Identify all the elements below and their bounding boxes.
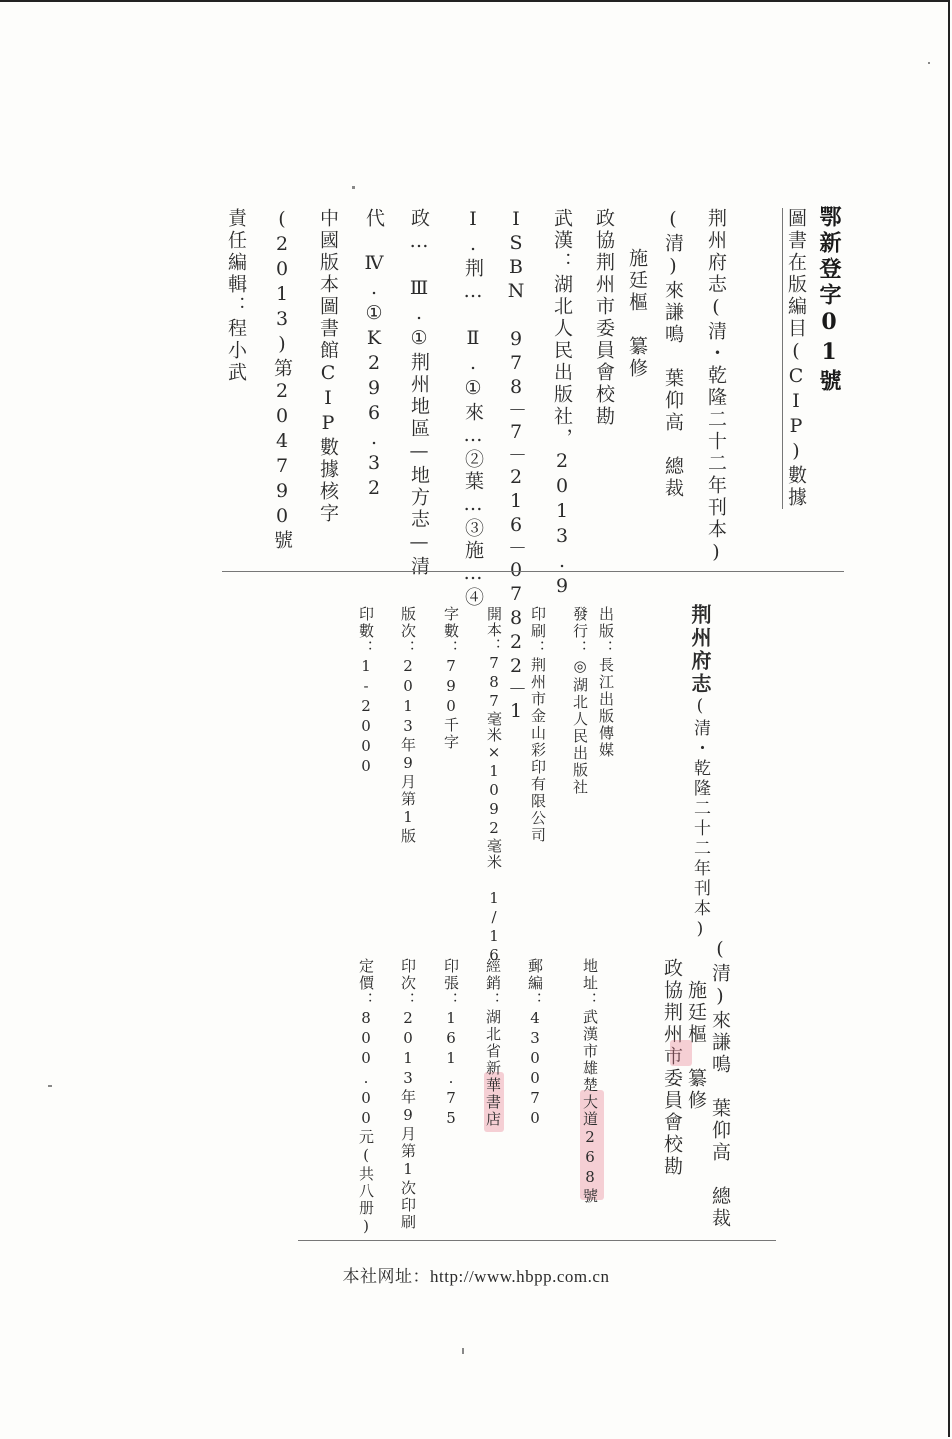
cip-line-number: (2013)第204790號 xyxy=(271,208,293,552)
entry-value: 湖北省新華書店 xyxy=(484,1009,502,1128)
entry-colon: ： xyxy=(357,992,375,1009)
colophon-entry-format xyxy=(486,606,501,965)
entry-value: 1-2000 xyxy=(357,657,375,777)
registration-number: 鄂新登字01號 xyxy=(816,205,842,395)
entry-colon: ： xyxy=(526,992,544,1009)
colophon-entry-edition xyxy=(400,606,415,845)
colophon-entry-price xyxy=(358,958,373,1237)
entry-value: 800.00元(共八册) xyxy=(357,1009,375,1237)
entry-colon: ： xyxy=(597,640,615,657)
divider-bottom xyxy=(298,1240,776,1241)
cip-heading: 圖書在版編目(CIP)數據 xyxy=(782,208,805,509)
cip-line-editor: 責任編輯：程小武 xyxy=(225,208,247,384)
entry-colon: ： xyxy=(357,640,375,657)
cip-line-compiler: 施廷樞 纂修 xyxy=(626,248,648,380)
book-title xyxy=(690,604,710,942)
entry-value: 武漢市雄楚大道268號 xyxy=(581,1009,599,1205)
entry-value: 長江出版傳媒 xyxy=(597,657,615,759)
entry-colon: ： xyxy=(581,992,599,1009)
colophon-entry-publish xyxy=(598,606,613,759)
entry-label: 地址 xyxy=(581,958,599,992)
entry-value: 2013年9月第1次印刷 xyxy=(399,1009,417,1231)
entry-label: 發行 xyxy=(571,606,589,640)
colophon-entry-sheets xyxy=(443,958,458,1129)
cip-line-chief-editors: (清)來謙鳴 葉仰高 總裁 xyxy=(662,208,684,500)
entry-value: 430070 xyxy=(526,1009,544,1129)
scan-speck xyxy=(352,186,355,189)
entry-value: 161.75 xyxy=(442,1009,460,1129)
colophon-entry-distributor xyxy=(485,958,500,1128)
book-title-main: 荆州府志 xyxy=(688,604,712,696)
entry-value: 787毫米×1092毫米 1/16 xyxy=(485,654,503,965)
entry-value: 荆州市金山彩印有限公司 xyxy=(529,657,547,844)
entry-label: 印次 xyxy=(399,958,417,992)
divider-top xyxy=(222,571,844,572)
entry-colon: ： xyxy=(399,992,417,1009)
entry-label: 版次 xyxy=(399,606,417,640)
colophon-entry-wordcount xyxy=(443,606,458,751)
cip-line-title: 荆州府志(清・乾隆二十二年刊本) xyxy=(705,208,727,566)
cip-line-index-3: 代 Ⅳ.①K296.32 xyxy=(363,208,385,502)
red-stain xyxy=(670,1040,692,1066)
entry-colon: ： xyxy=(442,640,460,657)
entry-value: 790千字 xyxy=(442,657,460,751)
colophon-authors-2: 施廷樞 纂修 xyxy=(685,980,707,1112)
colophon-entry-impression xyxy=(400,958,415,1231)
colophon-entry-print xyxy=(530,606,545,844)
colophon-authors-3: 政協荆州市委員會校勘 xyxy=(661,958,683,1178)
entry-label: 開本 xyxy=(485,606,503,638)
colophon-entry-distribute xyxy=(572,606,587,796)
entry-colon: ： xyxy=(399,640,417,657)
entry-label: 郵編 xyxy=(526,958,544,992)
book-title-edition: (清・乾隆二十二年刊本) xyxy=(690,696,710,942)
cip-line-index-1: Ⅰ.荆… Ⅱ.①來…②葉…③施…④ xyxy=(462,208,484,609)
entry-colon: ： xyxy=(571,640,589,657)
entry-value: 2013年9月第1版 xyxy=(399,657,417,845)
website-footer: 本社网址：http://www.hbpp.com.cn xyxy=(342,1267,610,1286)
entry-value: ◎湖北人民出版社 xyxy=(571,657,589,796)
scan-speck xyxy=(462,1348,464,1354)
entry-label: 印數 xyxy=(357,606,375,640)
entry-label: 印張 xyxy=(442,958,460,992)
cip-line-isbn: ISBN 978－7－216－07822－1 xyxy=(505,208,527,724)
colophon-authors-1: (清)來謙鳴 葉仰高 總裁 xyxy=(709,938,731,1230)
colophon-entry-printrun xyxy=(358,606,373,777)
entry-colon: ： xyxy=(442,992,460,1009)
cip-line-collation: 政協荆州市委員會校勘 xyxy=(593,208,615,428)
entry-label: 定價 xyxy=(357,958,375,992)
entry-label: 印刷 xyxy=(529,606,547,640)
entry-label: 出版 xyxy=(597,606,615,640)
colophon-entry-postcode xyxy=(527,958,542,1129)
cip-line-cip-check: 中國版本圖書館CIP數據核字 xyxy=(317,208,339,525)
entry-label: 經銷 xyxy=(484,958,502,992)
entry-colon: ： xyxy=(484,992,502,1009)
colophon-entry-address xyxy=(582,958,597,1205)
cip-line-index-2: 政… Ⅲ.①荆州地區—地方志—清 xyxy=(408,208,430,578)
entry-colon: ： xyxy=(485,638,503,654)
cip-line-publisher: 武漢：湖北人民出版社，2013.9 xyxy=(551,208,573,600)
scan-speck xyxy=(48,1085,52,1087)
entry-colon: ： xyxy=(529,640,547,657)
entry-label: 字數 xyxy=(442,606,460,640)
scan-speck xyxy=(928,62,930,64)
